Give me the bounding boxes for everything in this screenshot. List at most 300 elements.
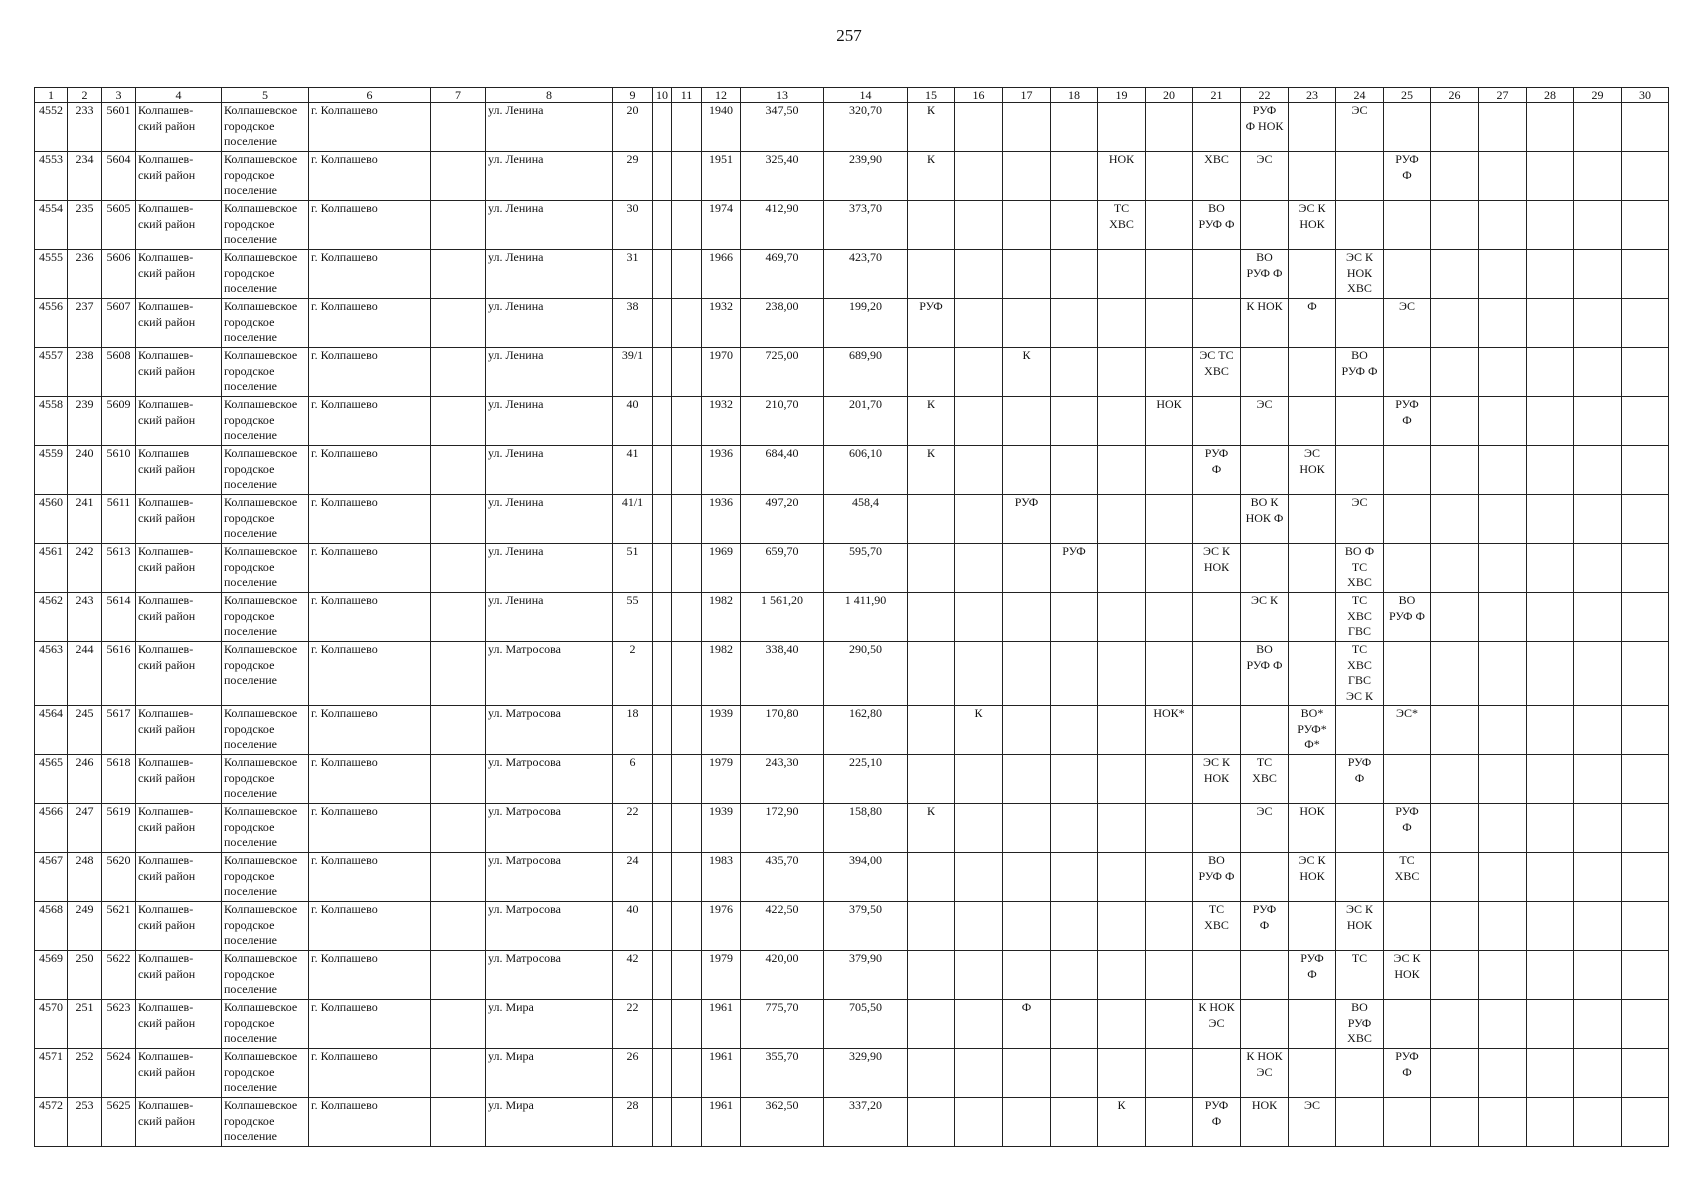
table-cell: 1983 (702, 853, 741, 902)
table-cell: Колпашев- ский район (136, 1049, 222, 1098)
table-cell: 373,70 (824, 201, 908, 250)
table-cell (1289, 544, 1336, 593)
table-cell: РУФ (1003, 495, 1051, 544)
register-table (34, 87, 1669, 1147)
table-cell: ЭС К (1241, 593, 1289, 642)
table-cell: 420,00 (741, 951, 824, 1000)
table-cell (1098, 1000, 1146, 1049)
table-cell: 5606 (102, 250, 136, 299)
table-cell: ЭС К НОК (1384, 951, 1431, 1000)
table-cell: ул. Матросова (486, 755, 613, 804)
table-cell (1479, 1000, 1527, 1049)
table-cell: 244 (68, 642, 102, 706)
table-cell: Колпашевское городское поселение (222, 902, 309, 951)
table-cell (1622, 446, 1669, 495)
table-cell: К (908, 152, 955, 201)
table-cell (1003, 902, 1051, 951)
table-cell (431, 593, 486, 642)
table-cell (1384, 642, 1431, 706)
table-cell (1336, 299, 1384, 348)
table-cell: К (908, 446, 955, 495)
table-row (35, 397, 1669, 446)
table-cell: 1974 (702, 201, 741, 250)
table-cell: Колпашевское городское поселение (222, 250, 309, 299)
table-cell (1574, 495, 1622, 544)
table-cell (1622, 397, 1669, 446)
table-cell: 5625 (102, 1098, 136, 1147)
table-cell: К (908, 804, 955, 853)
table-cell (672, 902, 702, 951)
table-cell (1241, 1000, 1289, 1049)
table-cell: Колпашев- ский район (136, 397, 222, 446)
table-cell: 18 (613, 706, 653, 755)
table-cell: ТС ХВС ГВС (1336, 593, 1384, 642)
table-cell: Колпашевское городское поселение (222, 397, 309, 446)
column-header-7: 7 (431, 88, 486, 103)
table-cell (1193, 951, 1241, 1000)
table-cell: 329,90 (824, 1049, 908, 1098)
table-cell (1431, 103, 1479, 152)
table-cell (1289, 755, 1336, 804)
table-cell: Колпашевское городское поселение (222, 642, 309, 706)
table-row (35, 348, 1669, 397)
table-cell (1336, 397, 1384, 446)
table-cell: 4566 (35, 804, 68, 853)
table-cell (1384, 1000, 1431, 1049)
table-cell (1527, 951, 1574, 1000)
table-cell (1527, 853, 1574, 902)
table-cell (672, 1098, 702, 1147)
table-cell: 240 (68, 446, 102, 495)
table-cell: 1961 (702, 1098, 741, 1147)
table-cell: РУФ (1051, 544, 1098, 593)
table-cell (1241, 706, 1289, 755)
table-cell: ул. Ленина (486, 397, 613, 446)
table-cell (1098, 902, 1146, 951)
table-row (35, 1098, 1669, 1147)
table-cell (1431, 495, 1479, 544)
table-cell: 1970 (702, 348, 741, 397)
table-cell: г. Колпашево (309, 544, 431, 593)
table-cell: НОК (1289, 804, 1336, 853)
table-cell (1431, 348, 1479, 397)
table-cell (1527, 152, 1574, 201)
table-cell: 4552 (35, 103, 68, 152)
table-cell (1193, 397, 1241, 446)
table-cell (653, 642, 672, 706)
table-cell: ЭС К НОК (1193, 544, 1241, 593)
table-cell (1289, 902, 1336, 951)
table-cell: 5622 (102, 951, 136, 1000)
table-cell (1431, 593, 1479, 642)
table-row (35, 201, 1669, 250)
table-cell (431, 642, 486, 706)
table-cell (955, 299, 1003, 348)
table-cell (672, 1049, 702, 1098)
table-cell (1098, 755, 1146, 804)
table-cell (1146, 951, 1193, 1000)
table-cell (1051, 201, 1098, 250)
table-cell (955, 642, 1003, 706)
table-cell: 22 (613, 804, 653, 853)
table-cell (1098, 299, 1146, 348)
table-cell: 1979 (702, 755, 741, 804)
table-cell (1479, 706, 1527, 755)
table-cell: Колпашевское городское поселение (222, 593, 309, 642)
table-cell: 4560 (35, 495, 68, 544)
table-cell (653, 951, 672, 1000)
table-cell: 1936 (702, 495, 741, 544)
table-cell (1622, 853, 1669, 902)
table-cell: 4562 (35, 593, 68, 642)
table-cell: ЭС К НОК (1289, 201, 1336, 250)
table-cell: 4561 (35, 544, 68, 593)
table-cell (1289, 1049, 1336, 1098)
table-cell (1289, 152, 1336, 201)
table-cell: г. Колпашево (309, 593, 431, 642)
table-cell: РУФ Ф (1384, 152, 1431, 201)
table-cell: г. Колпашево (309, 804, 431, 853)
table-cell: 162,80 (824, 706, 908, 755)
table-cell (1051, 706, 1098, 755)
table-cell: ул. Матросова (486, 951, 613, 1000)
table-cell (1146, 495, 1193, 544)
table-cell (1384, 902, 1431, 951)
table-cell: г. Колпашево (309, 446, 431, 495)
table-cell (1574, 755, 1622, 804)
table-cell: 1932 (702, 299, 741, 348)
table-cell (653, 299, 672, 348)
table-cell: 41 (613, 446, 653, 495)
table-cell (908, 642, 955, 706)
table-cell: ул. Мира (486, 1000, 613, 1049)
table-row (35, 446, 1669, 495)
table-cell (1003, 201, 1051, 250)
table-cell (1193, 1049, 1241, 1098)
table-cell: 5601 (102, 103, 136, 152)
table-cell (1527, 495, 1574, 544)
table-cell: Колпашевское городское поселение (222, 1000, 309, 1049)
table-cell (1146, 299, 1193, 348)
table-cell: 242 (68, 544, 102, 593)
table-cell: Колпашев- ский район (136, 804, 222, 853)
table-row (35, 299, 1669, 348)
table-cell: Колпашев- ский район (136, 348, 222, 397)
table-cell: Колпашевское городское поселение (222, 1098, 309, 1147)
table-cell: 4563 (35, 642, 68, 706)
table-cell (1574, 299, 1622, 348)
table-cell (1527, 1049, 1574, 1098)
table-cell (653, 706, 672, 755)
table-cell (431, 853, 486, 902)
table-cell (955, 1098, 1003, 1147)
table-cell: К НОК (1241, 299, 1289, 348)
table-cell: г. Колпашево (309, 902, 431, 951)
table-cell: г. Колпашево (309, 951, 431, 1000)
table-cell: ул. Мира (486, 1049, 613, 1098)
table-cell (1574, 201, 1622, 250)
table-cell: ул. Матросова (486, 706, 613, 755)
table-cell: 5620 (102, 853, 136, 902)
table-cell: г. Колпашево (309, 152, 431, 201)
table-cell: 5623 (102, 1000, 136, 1049)
table-cell: РУФ Ф (1384, 397, 1431, 446)
table-cell: ЭС К НОК (1289, 853, 1336, 902)
table-cell: 1951 (702, 152, 741, 201)
table-cell (672, 250, 702, 299)
table-cell: Колпашевское городское поселение (222, 348, 309, 397)
table-cell (908, 593, 955, 642)
table-cell: 1939 (702, 706, 741, 755)
table-cell: ул. Матросова (486, 804, 613, 853)
table-cell: К (908, 397, 955, 446)
table-cell (955, 152, 1003, 201)
table-cell (1193, 250, 1241, 299)
table-cell: Колпашев- ский район (136, 642, 222, 706)
table-cell (672, 348, 702, 397)
table-cell: Колпашевское городское поселение (222, 755, 309, 804)
table-cell (908, 1000, 955, 1049)
table-cell (955, 951, 1003, 1000)
table-cell (1574, 593, 1622, 642)
table-cell: 4556 (35, 299, 68, 348)
table-cell (672, 755, 702, 804)
table-cell: г. Колпашево (309, 642, 431, 706)
table-cell (1431, 250, 1479, 299)
table-cell: ул. Мира (486, 1098, 613, 1147)
table-cell (1431, 951, 1479, 1000)
table-cell: ТС ХВС ГВС ЭС К (1336, 642, 1384, 706)
table-cell (1431, 804, 1479, 853)
table-cell (1098, 446, 1146, 495)
table-cell: 1939 (702, 804, 741, 853)
table-cell: 237 (68, 299, 102, 348)
table-cell: 1976 (702, 902, 741, 951)
column-header-15: 15 (908, 88, 955, 103)
table-cell: 497,20 (741, 495, 824, 544)
table-cell: ЭС (1241, 152, 1289, 201)
table-cell: ВО* РУФ* Ф* (1289, 706, 1336, 755)
table-cell (1098, 397, 1146, 446)
table-cell: К (1003, 348, 1051, 397)
table-cell (1051, 1049, 1098, 1098)
table-cell: НОК* (1146, 706, 1193, 755)
column-header-29: 29 (1574, 88, 1622, 103)
table-cell: Колпашев- ский район (136, 853, 222, 902)
table-cell: Колпашев- ский район (136, 495, 222, 544)
table-cell: ЭС (1241, 397, 1289, 446)
table-cell: РУФ Ф (1193, 446, 1241, 495)
table-cell: РУФ Ф (1289, 951, 1336, 1000)
table-cell: г. Колпашево (309, 853, 431, 902)
table-cell (653, 804, 672, 853)
table-cell: 5618 (102, 755, 136, 804)
table-cell (1574, 1000, 1622, 1049)
table-cell (1146, 1049, 1193, 1098)
table-row (35, 1000, 1669, 1049)
table-cell: 4559 (35, 446, 68, 495)
table-cell: 4567 (35, 853, 68, 902)
table-cell: Колпашев- ский район (136, 1000, 222, 1049)
table-cell: Колпашев- ский район (136, 951, 222, 1000)
table-cell (1431, 1049, 1479, 1098)
table-cell: 290,50 (824, 642, 908, 706)
table-row (35, 706, 1669, 755)
table-cell: РУФ Ф (1384, 804, 1431, 853)
table-cell (1003, 152, 1051, 201)
table-cell: Ф (1003, 1000, 1051, 1049)
table-cell (1193, 299, 1241, 348)
table-cell (1098, 348, 1146, 397)
table-cell (1146, 642, 1193, 706)
table-cell: 423,70 (824, 250, 908, 299)
table-cell (1241, 951, 1289, 1000)
table-cell: 659,70 (741, 544, 824, 593)
table-cell (653, 755, 672, 804)
table-row (35, 804, 1669, 853)
table-cell (1336, 804, 1384, 853)
column-header-4: 4 (136, 88, 222, 103)
table-cell: ВО К НОК Ф (1241, 495, 1289, 544)
table-cell (1479, 250, 1527, 299)
table-cell: г. Колпашево (309, 250, 431, 299)
table-cell (1146, 853, 1193, 902)
table-cell (672, 495, 702, 544)
table-cell: 4558 (35, 397, 68, 446)
table-cell (1431, 706, 1479, 755)
table-cell (431, 201, 486, 250)
table-cell: Колпашев- ский район (136, 152, 222, 201)
table-cell (431, 250, 486, 299)
table-row (35, 250, 1669, 299)
header-row (35, 88, 1669, 103)
table-cell (1051, 103, 1098, 152)
column-header-21: 21 (1193, 88, 1241, 103)
table-cell (1003, 706, 1051, 755)
table-cell (1574, 152, 1622, 201)
table-cell: 243,30 (741, 755, 824, 804)
table-cell (653, 201, 672, 250)
table-cell (908, 755, 955, 804)
table-cell: 347,50 (741, 103, 824, 152)
column-header-23: 23 (1289, 88, 1336, 103)
table-cell: ВО РУФ ХВС (1336, 1000, 1384, 1049)
table-cell: Колпашевское городское поселение (222, 706, 309, 755)
table-cell (1574, 397, 1622, 446)
table-cell (1527, 103, 1574, 152)
table-cell: ул. Ленина (486, 250, 613, 299)
table-cell (955, 348, 1003, 397)
table-cell (955, 853, 1003, 902)
table-cell (672, 397, 702, 446)
table-cell (653, 250, 672, 299)
table-cell (672, 152, 702, 201)
table-cell: г. Колпашево (309, 348, 431, 397)
table-cell: 5619 (102, 804, 136, 853)
table-cell: ЭС К НОК ХВС (1336, 250, 1384, 299)
table-cell (1336, 152, 1384, 201)
table-cell (955, 250, 1003, 299)
table-cell (1051, 755, 1098, 804)
table-cell: 243 (68, 593, 102, 642)
table-cell: ул. Ленина (486, 299, 613, 348)
table-cell: ВО РУФ Ф (1193, 853, 1241, 902)
table-cell (1527, 397, 1574, 446)
table-cell (1241, 853, 1289, 902)
table-cell: К (1098, 1098, 1146, 1147)
table-cell: ул. Ленина (486, 348, 613, 397)
table-cell (1146, 103, 1193, 152)
table-cell (1051, 804, 1098, 853)
table-cell (1431, 397, 1479, 446)
table-cell: 5611 (102, 495, 136, 544)
table-cell (672, 544, 702, 593)
table-row (35, 853, 1669, 902)
table-cell (955, 902, 1003, 951)
table-cell (653, 1098, 672, 1147)
table-cell (653, 103, 672, 152)
table-cell: ул. Матросова (486, 853, 613, 902)
table-cell (1527, 1000, 1574, 1049)
table-cell: 362,50 (741, 1098, 824, 1147)
table-cell: ВО РУФ Ф (1241, 250, 1289, 299)
table-cell: ул. Ленина (486, 152, 613, 201)
table-cell: 241 (68, 495, 102, 544)
table-cell (1622, 593, 1669, 642)
table-cell (653, 397, 672, 446)
table-cell (1003, 103, 1051, 152)
table-cell: К (955, 706, 1003, 755)
table-cell: 4554 (35, 201, 68, 250)
table-cell: ЭС ТС ХВС (1193, 348, 1241, 397)
table-cell: 320,70 (824, 103, 908, 152)
table-cell (1003, 755, 1051, 804)
column-header-17: 17 (1003, 88, 1051, 103)
table-cell (1098, 951, 1146, 1000)
table-cell: ВО РУФ Ф (1193, 201, 1241, 250)
table-cell (1622, 755, 1669, 804)
table-cell (1193, 706, 1241, 755)
table-cell: 5610 (102, 446, 136, 495)
table-cell: РУФ Ф НОК (1241, 103, 1289, 152)
table-cell: 394,00 (824, 853, 908, 902)
table-cell (1051, 299, 1098, 348)
table-cell (1003, 593, 1051, 642)
table-cell: 239,90 (824, 152, 908, 201)
table-cell: 253 (68, 1098, 102, 1147)
table-cell (1479, 1049, 1527, 1098)
table-cell: 170,80 (741, 706, 824, 755)
table-cell: 252 (68, 1049, 102, 1098)
table-cell (1622, 495, 1669, 544)
table-cell (1622, 1049, 1669, 1098)
table-cell (1336, 1098, 1384, 1147)
table-cell: 606,10 (824, 446, 908, 495)
table-cell: ВО РУФ Ф (1336, 348, 1384, 397)
table-cell: 40 (613, 397, 653, 446)
table-cell (431, 804, 486, 853)
table-cell: 4564 (35, 706, 68, 755)
table-body (35, 103, 1669, 1147)
table-cell (955, 446, 1003, 495)
column-header-20: 20 (1146, 88, 1193, 103)
table-cell (1527, 642, 1574, 706)
table-cell: 1961 (702, 1049, 741, 1098)
table-cell (955, 397, 1003, 446)
table-cell: 5613 (102, 544, 136, 593)
table-cell (1574, 1098, 1622, 1147)
table-cell (1003, 250, 1051, 299)
